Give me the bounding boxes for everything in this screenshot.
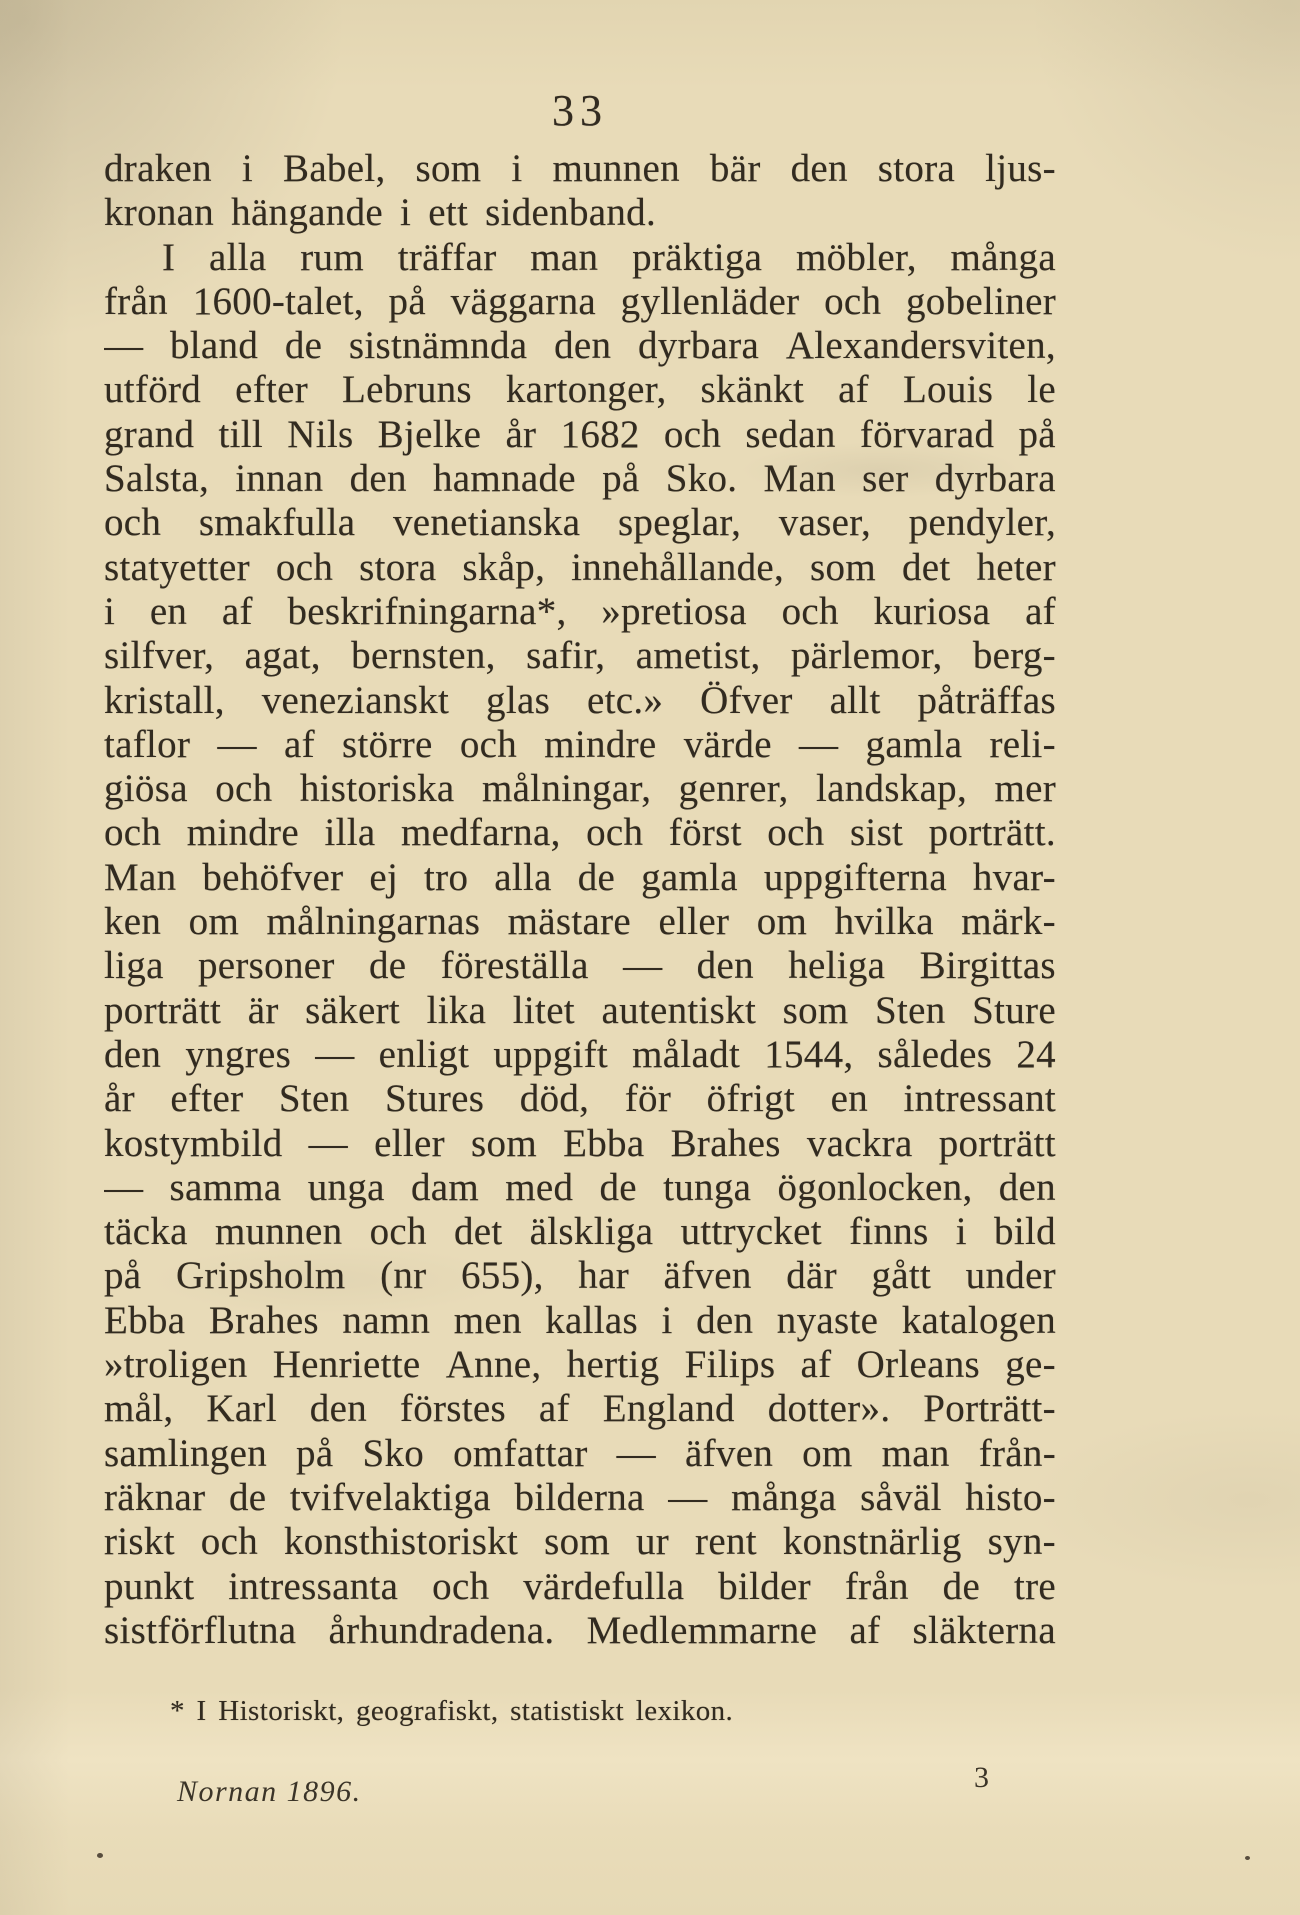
text-line: Man behöfver ej tro alla de gamla uppgifterna hvar- bbox=[104, 855, 1056, 899]
text-line: statyetter och stora skåp, innehållande, som det heter bbox=[104, 545, 1056, 589]
text-line: mål, Karl den förstes af England dotter». Porträtt- bbox=[104, 1387, 1056, 1431]
body-text bbox=[104, 147, 1056, 1653]
text-line: I alla rum träffar man präktiga möbler, många bbox=[162, 235, 1056, 279]
text-line: porträtt är säkert lika litet autentiskt som Sten Sture bbox=[104, 988, 1056, 1032]
text-line: och mindre illa medfarna, och först och sist porträtt. bbox=[104, 811, 1056, 855]
paper-speck bbox=[97, 1853, 103, 1858]
text-line: grand till Nils Bjelke år 1682 och sedan förvarad på bbox=[104, 412, 1056, 456]
text-line: år efter Sten Stures död, för öfrigt en intressant bbox=[104, 1077, 1056, 1121]
text-line: — bland de sistnämnda den dyrbara Alexandersviten, bbox=[104, 324, 1056, 368]
text-line: kristall, venezianskt glas etc.» Öfver allt påträffas bbox=[104, 678, 1056, 722]
text-line: riskt och konsthistoriskt som ur rent konstnärlig syn- bbox=[104, 1520, 1056, 1564]
text-line: sistförflutna århundradena. Medlemmarne af släkterna bbox=[104, 1608, 1056, 1652]
text-line: kostymbild — eller som Ebba Brahes vackra porträtt bbox=[104, 1121, 1056, 1165]
text-line: räknar de tvifvelaktiga bilderna — många såväl histo- bbox=[104, 1475, 1056, 1519]
text-line: samlingen på Sko omfattar — äfven om man från- bbox=[104, 1431, 1056, 1475]
text-line: silfver, agat, bernsten, safir, ametist, pärlemor, berg- bbox=[104, 634, 1056, 678]
paper-speck bbox=[1245, 1856, 1250, 1860]
text-line: på Gripsholm (nr 655), har äfven där gått under bbox=[104, 1254, 1056, 1298]
text-line: ken om målningarnas mästare eller om hvilka märk- bbox=[104, 900, 1056, 944]
page-number: 33 bbox=[552, 86, 608, 135]
journal-imprint: Nornan 1896. bbox=[177, 1775, 362, 1808]
text-line: giösa och historiska målningar, genrer, landskap, mer bbox=[104, 767, 1056, 811]
text-line: »troligen Henriette Anne, hertig Filips af Orleans ge- bbox=[104, 1343, 1056, 1387]
text-line: och smakfulla venetianska speglar, vaser, pendyler, bbox=[104, 501, 1056, 545]
text-line: taflor — af större och mindre värde — gamla reli- bbox=[104, 722, 1056, 766]
text-line: den yngres — enligt uppgift måladt 1544, således 24 bbox=[104, 1032, 1056, 1076]
text-line: — samma unga dam med de tunga ögonlocken, den bbox=[104, 1165, 1056, 1209]
text-line: draken i Babel, som i munnen bär den stora ljus- bbox=[104, 147, 1056, 190]
footnote: * I Historiskt, geografiskt, statistiskt lexikon. bbox=[170, 1695, 734, 1727]
signature-number: 3 bbox=[974, 1761, 989, 1794]
text-line: Ebba Brahes namn men kallas i den nyaste katalogen bbox=[104, 1298, 1056, 1342]
text-line: utförd efter Lebruns kartonger, skänkt af Louis le bbox=[104, 368, 1056, 412]
text-line: punkt intressanta och värdefulla bilder från de tre bbox=[104, 1564, 1056, 1608]
text-line: liga personer de föreställa — den heliga Birgittas bbox=[104, 944, 1056, 988]
text-line: kronan hängande i ett sidenband. bbox=[104, 191, 657, 235]
text-line: täcka munnen och det älskliga uttrycket finns i bild bbox=[104, 1210, 1056, 1254]
text-line: Salsta, innan den hamnade på Sko. Man ser dyrbara bbox=[104, 457, 1056, 501]
text-line: från 1600-talet, på väggarna gyllenläder och gobeliner bbox=[104, 279, 1056, 323]
text-line: i en af beskrifningarna*, »pretiosa och kuriosa af bbox=[104, 589, 1056, 633]
